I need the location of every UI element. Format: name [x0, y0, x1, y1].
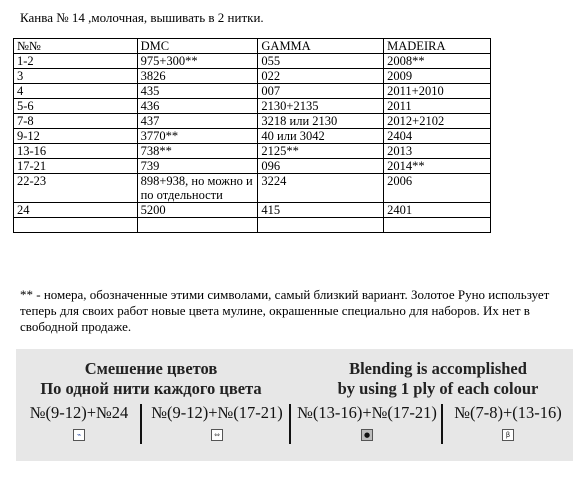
- table-row: [14, 69, 491, 84]
- cell-number: 1-2: [14, 54, 138, 69]
- cell-madeira: 2012+2102: [384, 114, 491, 129]
- divider: [289, 404, 291, 444]
- cell-dmc: 3826: [137, 69, 258, 84]
- footnote: ** - номера, обозначенные этими символами, самый близкий вариант. Золотое Руно использует теперь для своих работ новые цвета мулине, окрашенные специально для наборов. Их нет в свободной продаже.: [20, 287, 550, 334]
- russian-heading-line-1: Смешение цветов: [84, 359, 218, 378]
- blend-symbol-4-icon: β: [502, 429, 514, 441]
- cell-number: 17-21: [14, 159, 138, 174]
- cell-dmc: 898+938, но можно и по отдельности: [137, 174, 258, 203]
- blend-codes-row: [16, 402, 573, 447]
- blend-code-1: [18, 402, 140, 447]
- cell-gamma: 2125**: [258, 144, 384, 159]
- blending-english-heading: [304, 359, 572, 399]
- column-header-gamma: GAMMA: [258, 39, 384, 54]
- cell-number: 4: [14, 84, 138, 99]
- blend-code-text: №(13-16)+№(17-21): [297, 403, 437, 422]
- cell-madeira: 2006: [384, 174, 491, 203]
- blend-code-text: №(7-8)+(13-16): [454, 403, 562, 422]
- cell-number: 7-8: [14, 114, 138, 129]
- cell-dmc: 738**: [137, 144, 258, 159]
- blend-code-2: [144, 402, 290, 447]
- cell-gamma: 40 или 3042: [258, 129, 384, 144]
- cell-gamma: 096: [258, 159, 384, 174]
- table-row-empty: [14, 218, 491, 233]
- cell-madeira: 2014**: [384, 159, 491, 174]
- table-row: [14, 114, 491, 129]
- cell-gamma: 3224: [258, 174, 384, 203]
- cell-madeira: 2013: [384, 144, 491, 159]
- cell-madeira: 2009: [384, 69, 491, 84]
- cell-number: 22-23: [14, 174, 138, 203]
- cell-madeira: 2008**: [384, 54, 491, 69]
- cell-gamma: 007: [258, 84, 384, 99]
- table-row: [14, 159, 491, 174]
- table-header-row: [14, 39, 491, 54]
- russian-heading-line-2: По одной нити каждого цвета: [40, 379, 262, 398]
- english-heading-line-1: Blending is accomplished: [349, 359, 527, 378]
- cell-gamma: 022: [258, 69, 384, 84]
- cell-madeira: 2401: [384, 203, 491, 218]
- cell-madeira: 2011: [384, 99, 491, 114]
- table-row: [14, 129, 491, 144]
- blend-code-3: [293, 402, 441, 447]
- cell-dmc: 739: [137, 159, 258, 174]
- cell-dmc: 435: [137, 84, 258, 99]
- blend-code-text: №(9-12)+№(17-21): [151, 403, 283, 422]
- blending-banner: [16, 349, 573, 461]
- cell-madeira: 2404: [384, 129, 491, 144]
- cell-number: 5-6: [14, 99, 138, 114]
- cell-dmc: 436: [137, 99, 258, 114]
- blend-symbol-2-icon: ⇔: [211, 429, 223, 441]
- blend-code-4: [445, 402, 571, 447]
- table-row: [14, 99, 491, 114]
- thread-table: [13, 38, 491, 233]
- divider: [441, 404, 443, 444]
- divider: [140, 404, 142, 444]
- cell-dmc: 5200: [137, 203, 258, 218]
- cell-gamma: 3218 или 2130: [258, 114, 384, 129]
- table-row: [14, 84, 491, 99]
- page-title: Канва № 14 ,молочная, вышивать в 2 нитки.: [20, 10, 264, 25]
- table-row: [14, 174, 491, 203]
- cell-gamma: [258, 218, 384, 233]
- cell-dmc: 437: [137, 114, 258, 129]
- cell-number: 24: [14, 203, 138, 218]
- cell-number: 13-16: [14, 144, 138, 159]
- blending-russian-heading: [16, 359, 286, 399]
- cell-gamma: 415: [258, 203, 384, 218]
- table-row: [14, 144, 491, 159]
- table-row: [14, 54, 491, 69]
- blend-symbol-3-icon: ●: [361, 429, 373, 441]
- cell-number: 3: [14, 69, 138, 84]
- blend-code-text: №(9-12)+№24: [29, 403, 129, 422]
- table-row: [14, 203, 491, 218]
- column-header-dmc: DMC: [137, 39, 258, 54]
- english-heading-line-2: by using 1 ply of each colour: [337, 379, 539, 398]
- cell-gamma: 2130+2135: [258, 99, 384, 114]
- cell-dmc: 3770**: [137, 129, 258, 144]
- cell-madeira: [384, 218, 491, 233]
- cell-number: 9-12: [14, 129, 138, 144]
- cell-number: [14, 218, 138, 233]
- cell-dmc: [137, 218, 258, 233]
- column-header-number: №№: [14, 39, 138, 54]
- blend-symbol-1-icon: ⌁: [73, 429, 85, 441]
- cell-dmc: 975+300**: [137, 54, 258, 69]
- cell-madeira: 2011+2010: [384, 84, 491, 99]
- cell-gamma: 055: [258, 54, 384, 69]
- column-header-madeira: MADEIRA: [384, 39, 491, 54]
